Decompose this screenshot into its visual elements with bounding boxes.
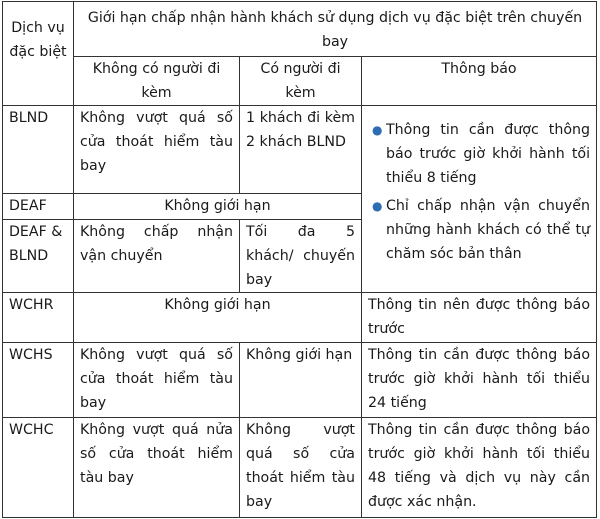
service-code: WCHR: [3, 293, 74, 343]
service-code: DEAF: [3, 194, 74, 220]
notice-text: Chỉ chấp nhận vận chuyển những hành khách có thể tự chăm sóc bản thân: [386, 198, 591, 262]
table-row: [3, 343, 597, 418]
limit-with-escort: Tối đa 5 khách/ chuyến bay: [240, 220, 362, 293]
shared-notice-cell: [362, 106, 597, 293]
notice-list: [368, 118, 590, 266]
header-with-escort: Có người đi kèm: [240, 57, 362, 106]
limit-with-escort: 1 khách đi kèm 2 khách BLND: [240, 106, 362, 194]
limit-merged: Không giới hạn: [74, 293, 362, 343]
service-code: WCHC: [3, 418, 74, 518]
list-item: [368, 194, 590, 266]
table-row: [3, 293, 597, 343]
header-service: Dịch vụ đặc biệt: [3, 2, 74, 106]
table-row: [3, 106, 597, 194]
limit-without-escort: Không vượt quá số cửa thoát hiểm tàu bay: [74, 106, 240, 194]
limit-without-escort: Không vượt quá nửa số cửa thoát hiểm tàu bay: [74, 418, 240, 518]
service-code: BLND: [3, 106, 74, 194]
bullet-icon: ●: [372, 123, 383, 137]
notice-cell: Thông tin cần được thông báo trước giờ khởi hành tối thiểu 24 tiếng: [362, 343, 597, 418]
header-group-title: Giới hạn chấp nhận hành khách sử dụng dịch vụ đặc biệt trên chuyến bay: [74, 2, 597, 57]
notice-cell: Thông tin nên được thông báo trước: [362, 293, 597, 343]
service-code: DEAF & BLND: [3, 220, 74, 293]
limit-without-escort: Không vượt quá số cửa thoát hiểm tàu bay: [74, 343, 240, 418]
header-notice: Thông báo: [362, 57, 597, 106]
header-without-escort: Không có người đi kèm: [74, 57, 240, 106]
notice-cell: Thông tin cần được thông báo trước giờ khởi hành tối thiểu 48 tiếng và dịch vụ này cần được xác nhận.: [362, 418, 597, 518]
limit-without-escort: Không chấp nhận vận chuyển: [74, 220, 240, 293]
list-item: [368, 118, 590, 190]
limit-with-escort: Không giới hạn: [240, 343, 362, 418]
table-row: [3, 418, 597, 518]
notice-text: Thông tin cần được thông báo trước giờ khởi hành tối thiểu 8 tiếng: [386, 122, 591, 186]
service-code: WCHS: [3, 343, 74, 418]
limit-with-escort: Không vượt quá số cửa thoát hiểm tàu bay: [240, 418, 362, 518]
bullet-icon: ●: [372, 199, 383, 213]
limit-merged: Không giới hạn: [74, 194, 362, 220]
special-services-table: [2, 1, 597, 518]
